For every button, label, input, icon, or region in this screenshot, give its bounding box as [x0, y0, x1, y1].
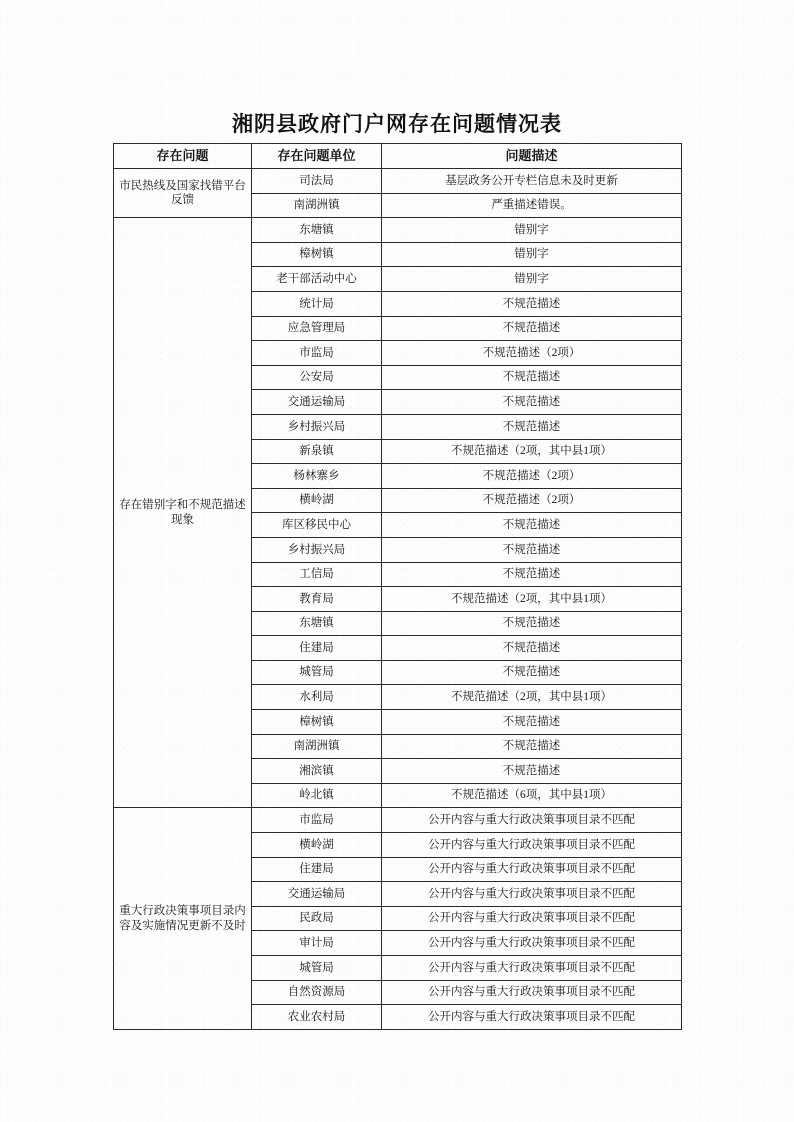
issue-group-cell: 市民热线及国家找错平台反馈: [114, 169, 252, 218]
description-cell: 不规范描述: [382, 660, 682, 685]
description-cell: 不规范描述: [382, 537, 682, 562]
unit-cell: 南湖洲镇: [252, 734, 382, 759]
unit-cell: 乡村振兴局: [252, 414, 382, 439]
unit-cell: 杨林寨乡: [252, 464, 382, 489]
description-cell: 不规范描述: [382, 414, 682, 439]
description-cell: 严重描述错误。: [382, 193, 682, 218]
unit-cell: 城管局: [252, 956, 382, 981]
description-cell: 不规范描述: [382, 734, 682, 759]
unit-cell: 横岭湖: [252, 833, 382, 858]
issues-table-container: [113, 143, 681, 1030]
unit-cell: 交通运输局: [252, 882, 382, 907]
unit-cell: 工信局: [252, 562, 382, 587]
unit-cell: 住建局: [252, 636, 382, 661]
description-cell: 不规范描述: [382, 316, 682, 341]
unit-cell: 自然资源局: [252, 980, 382, 1005]
description-cell: 不规范描述: [382, 390, 682, 415]
description-cell: 不规范描述（2项）: [382, 464, 682, 489]
unit-cell: 老干部活动中心: [252, 267, 382, 292]
description-cell: 错别字: [382, 267, 682, 292]
unit-cell: 库区移民中心: [252, 513, 382, 538]
description-cell: 不规范描述: [382, 611, 682, 636]
description-cell: 公开内容与重大行政决策事项目录不匹配: [382, 1005, 682, 1030]
unit-cell: 东塘镇: [252, 611, 382, 636]
unit-cell: 湘滨镇: [252, 759, 382, 784]
description-cell: 不规范描述: [382, 513, 682, 538]
column-header-description: 问题描述: [382, 144, 682, 169]
description-cell: 公开内容与重大行政决策事项目录不匹配: [382, 882, 682, 907]
table-row: [114, 218, 682, 243]
description-cell: 公开内容与重大行政决策事项目录不匹配: [382, 931, 682, 956]
table-row: [114, 808, 682, 833]
description-cell: 不规范描述（2项，其中县1项）: [382, 439, 682, 464]
unit-cell: 横岭湖: [252, 488, 382, 513]
description-cell: 不规范描述（2项，其中县1项）: [382, 685, 682, 710]
column-header-issue: 存在问题: [114, 144, 252, 169]
unit-cell: 市监局: [252, 341, 382, 366]
unit-cell: 统计局: [252, 291, 382, 316]
unit-cell: 教育局: [252, 587, 382, 612]
description-cell: 基层政务公开专栏信息未及时更新: [382, 169, 682, 194]
unit-cell: 市监局: [252, 808, 382, 833]
table-header: [114, 144, 682, 169]
issues-table: [113, 143, 682, 1030]
table-header-row: [114, 144, 682, 169]
table-row: [114, 169, 682, 194]
description-cell: 不规范描述: [382, 365, 682, 390]
description-cell: 不规范描述: [382, 562, 682, 587]
issue-group-cell: 存在错别字和不规范描述现象: [114, 218, 252, 808]
unit-cell: 南湖洲镇: [252, 193, 382, 218]
unit-cell: 住建局: [252, 857, 382, 882]
description-cell: 公开内容与重大行政决策事项目录不匹配: [382, 808, 682, 833]
description-cell: 错别字: [382, 242, 682, 267]
unit-cell: 樟树镇: [252, 710, 382, 735]
table-body: [114, 169, 682, 1030]
unit-cell: 樟树镇: [252, 242, 382, 267]
unit-cell: 农业农村局: [252, 1005, 382, 1030]
description-cell: 错别字: [382, 218, 682, 243]
unit-cell: 民政局: [252, 906, 382, 931]
description-cell: 公开内容与重大行政决策事项目录不匹配: [382, 857, 682, 882]
unit-cell: 东塘镇: [252, 218, 382, 243]
unit-cell: 审计局: [252, 931, 382, 956]
description-cell: 不规范描述（2项）: [382, 341, 682, 366]
description-cell: 不规范描述（6项，其中县1项）: [382, 783, 682, 808]
unit-cell: 司法局: [252, 169, 382, 194]
unit-cell: 水利局: [252, 685, 382, 710]
description-cell: 不规范描述: [382, 291, 682, 316]
unit-cell: 乡村振兴局: [252, 537, 382, 562]
description-cell: 不规范描述: [382, 636, 682, 661]
column-header-unit: 存在问题单位: [252, 144, 382, 169]
description-cell: 公开内容与重大行政决策事项目录不匹配: [382, 906, 682, 931]
unit-cell: 应急管理局: [252, 316, 382, 341]
unit-cell: 新泉镇: [252, 439, 382, 464]
description-cell: 公开内容与重大行政决策事项目录不匹配: [382, 956, 682, 981]
unit-cell: 岭北镇: [252, 783, 382, 808]
description-cell: 不规范描述: [382, 759, 682, 784]
description-cell: 不规范描述: [382, 710, 682, 735]
description-cell: 不规范描述（2项，其中县1项）: [382, 587, 682, 612]
page-title: 湘阴县政府门户网存在问题情况表: [232, 112, 562, 136]
unit-cell: 交通运输局: [252, 390, 382, 415]
description-cell: 公开内容与重大行政决策事项目录不匹配: [382, 980, 682, 1005]
unit-cell: 公安局: [252, 365, 382, 390]
description-cell: 不规范描述（2项）: [382, 488, 682, 513]
unit-cell: 城管局: [252, 660, 382, 685]
issue-group-cell: 重大行政决策事项目录内容及实施情况更新不及时: [114, 808, 252, 1029]
description-cell: 公开内容与重大行政决策事项目录不匹配: [382, 833, 682, 858]
